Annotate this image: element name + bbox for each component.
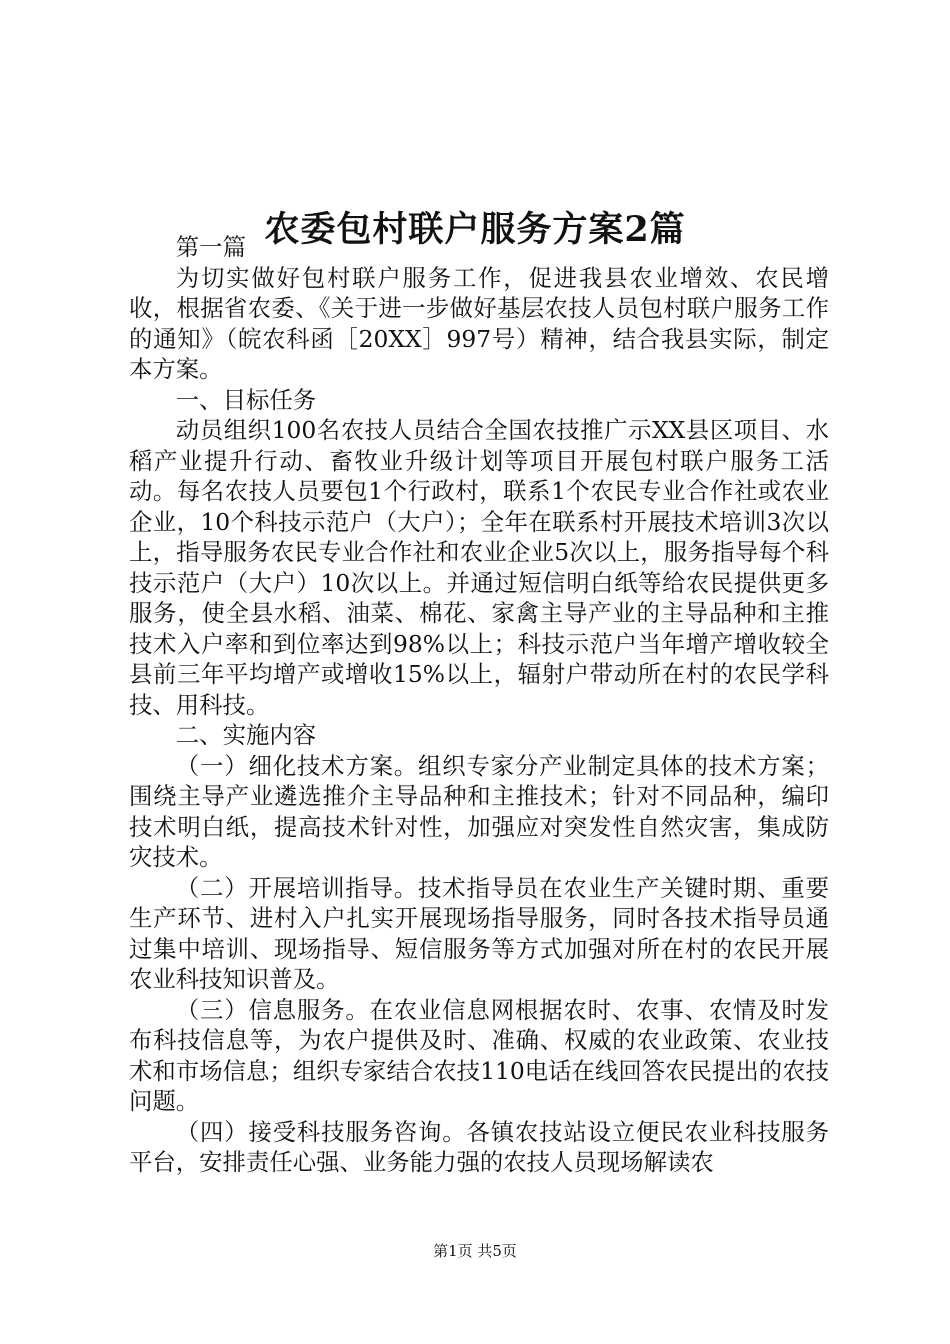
document-title: 农委包村联户服务方案2篇 (264, 209, 686, 251)
content-item-2: （二）开展培训指导。技术指导员在农业生产关键时期、重要生产环节、进村入户扎实开展现场指导服务，同时各技术指导员通过集中培训、现场指导、短信服务等方式加强对所在村的农民开展农业科技知识普及。 (129, 873, 829, 993)
page-footer: 第1页 共5页 (433, 1242, 517, 1260)
intro-paragraph: 为切实做好包村联户服务工作，促进我县农业增效、农民增收，根据省农委、《关于进一步做好基层农技人员包村联户服务工作的通知》（皖农科函［20XX］997号）精神，结合我县实际，制定本方案。 (129, 263, 829, 383)
section-heading-goals: 一、目标任务 (175, 385, 317, 414)
section-heading-part-one: 第一篇 (175, 233, 246, 261)
content-item-4: （四）接受科技服务咨询。各镇农技站设立便民农业科技服务平台，安排责任心强、业务能力强的农技人员现场解读农 (129, 1117, 829, 1176)
goals-paragraph: 动员组织100名农技人员结合全国农技推广示XX县区项目、水稻产业提升行动、畜牧业升级计划等项目开展包村联户服务工活动。每名农技人员要包1个行政村，联系1个农民专业合作社或农业企业，10个科技示范户（大户）；全年在联系村开展技术培训3次以上，指导服务农民专业合作社和农业企业5次以上，服务指导每个科技示范户（大户）10次以上。并通过短信明白纸等给农民提供更多服务，使全县水稻、油菜、棉花、家禽主导产业的主导品种和主推技术入户率和到位率达到98%以上；科技示范户当年增产增收较全县前三年平均增产或增收15%以上，辐射户带动所在村的农民学科技、用科技。 (129, 416, 829, 719)
document-body (129, 232, 829, 1178)
section-heading-content: 二、实施内容 (175, 721, 317, 749)
content-item-1: （一）细化技术方案。组织专家分产业制定具体的技术方案；围绕主导产业遴选推介主导品种和主推技术；针对不同品种，编印技术明白纸，提高技术针对性，加强应对突发性自然灾害，集成防灾技术。 (129, 751, 829, 871)
content-item-3: （三）信息服务。在农业信息网根据农时、农事、农情及时发布科技信息等，为农户提供及时、准确、权威的农业政策、农业技术和市场信息；组织专家结合农技110电话在线回答农民提出的农技问题。 (129, 995, 829, 1115)
